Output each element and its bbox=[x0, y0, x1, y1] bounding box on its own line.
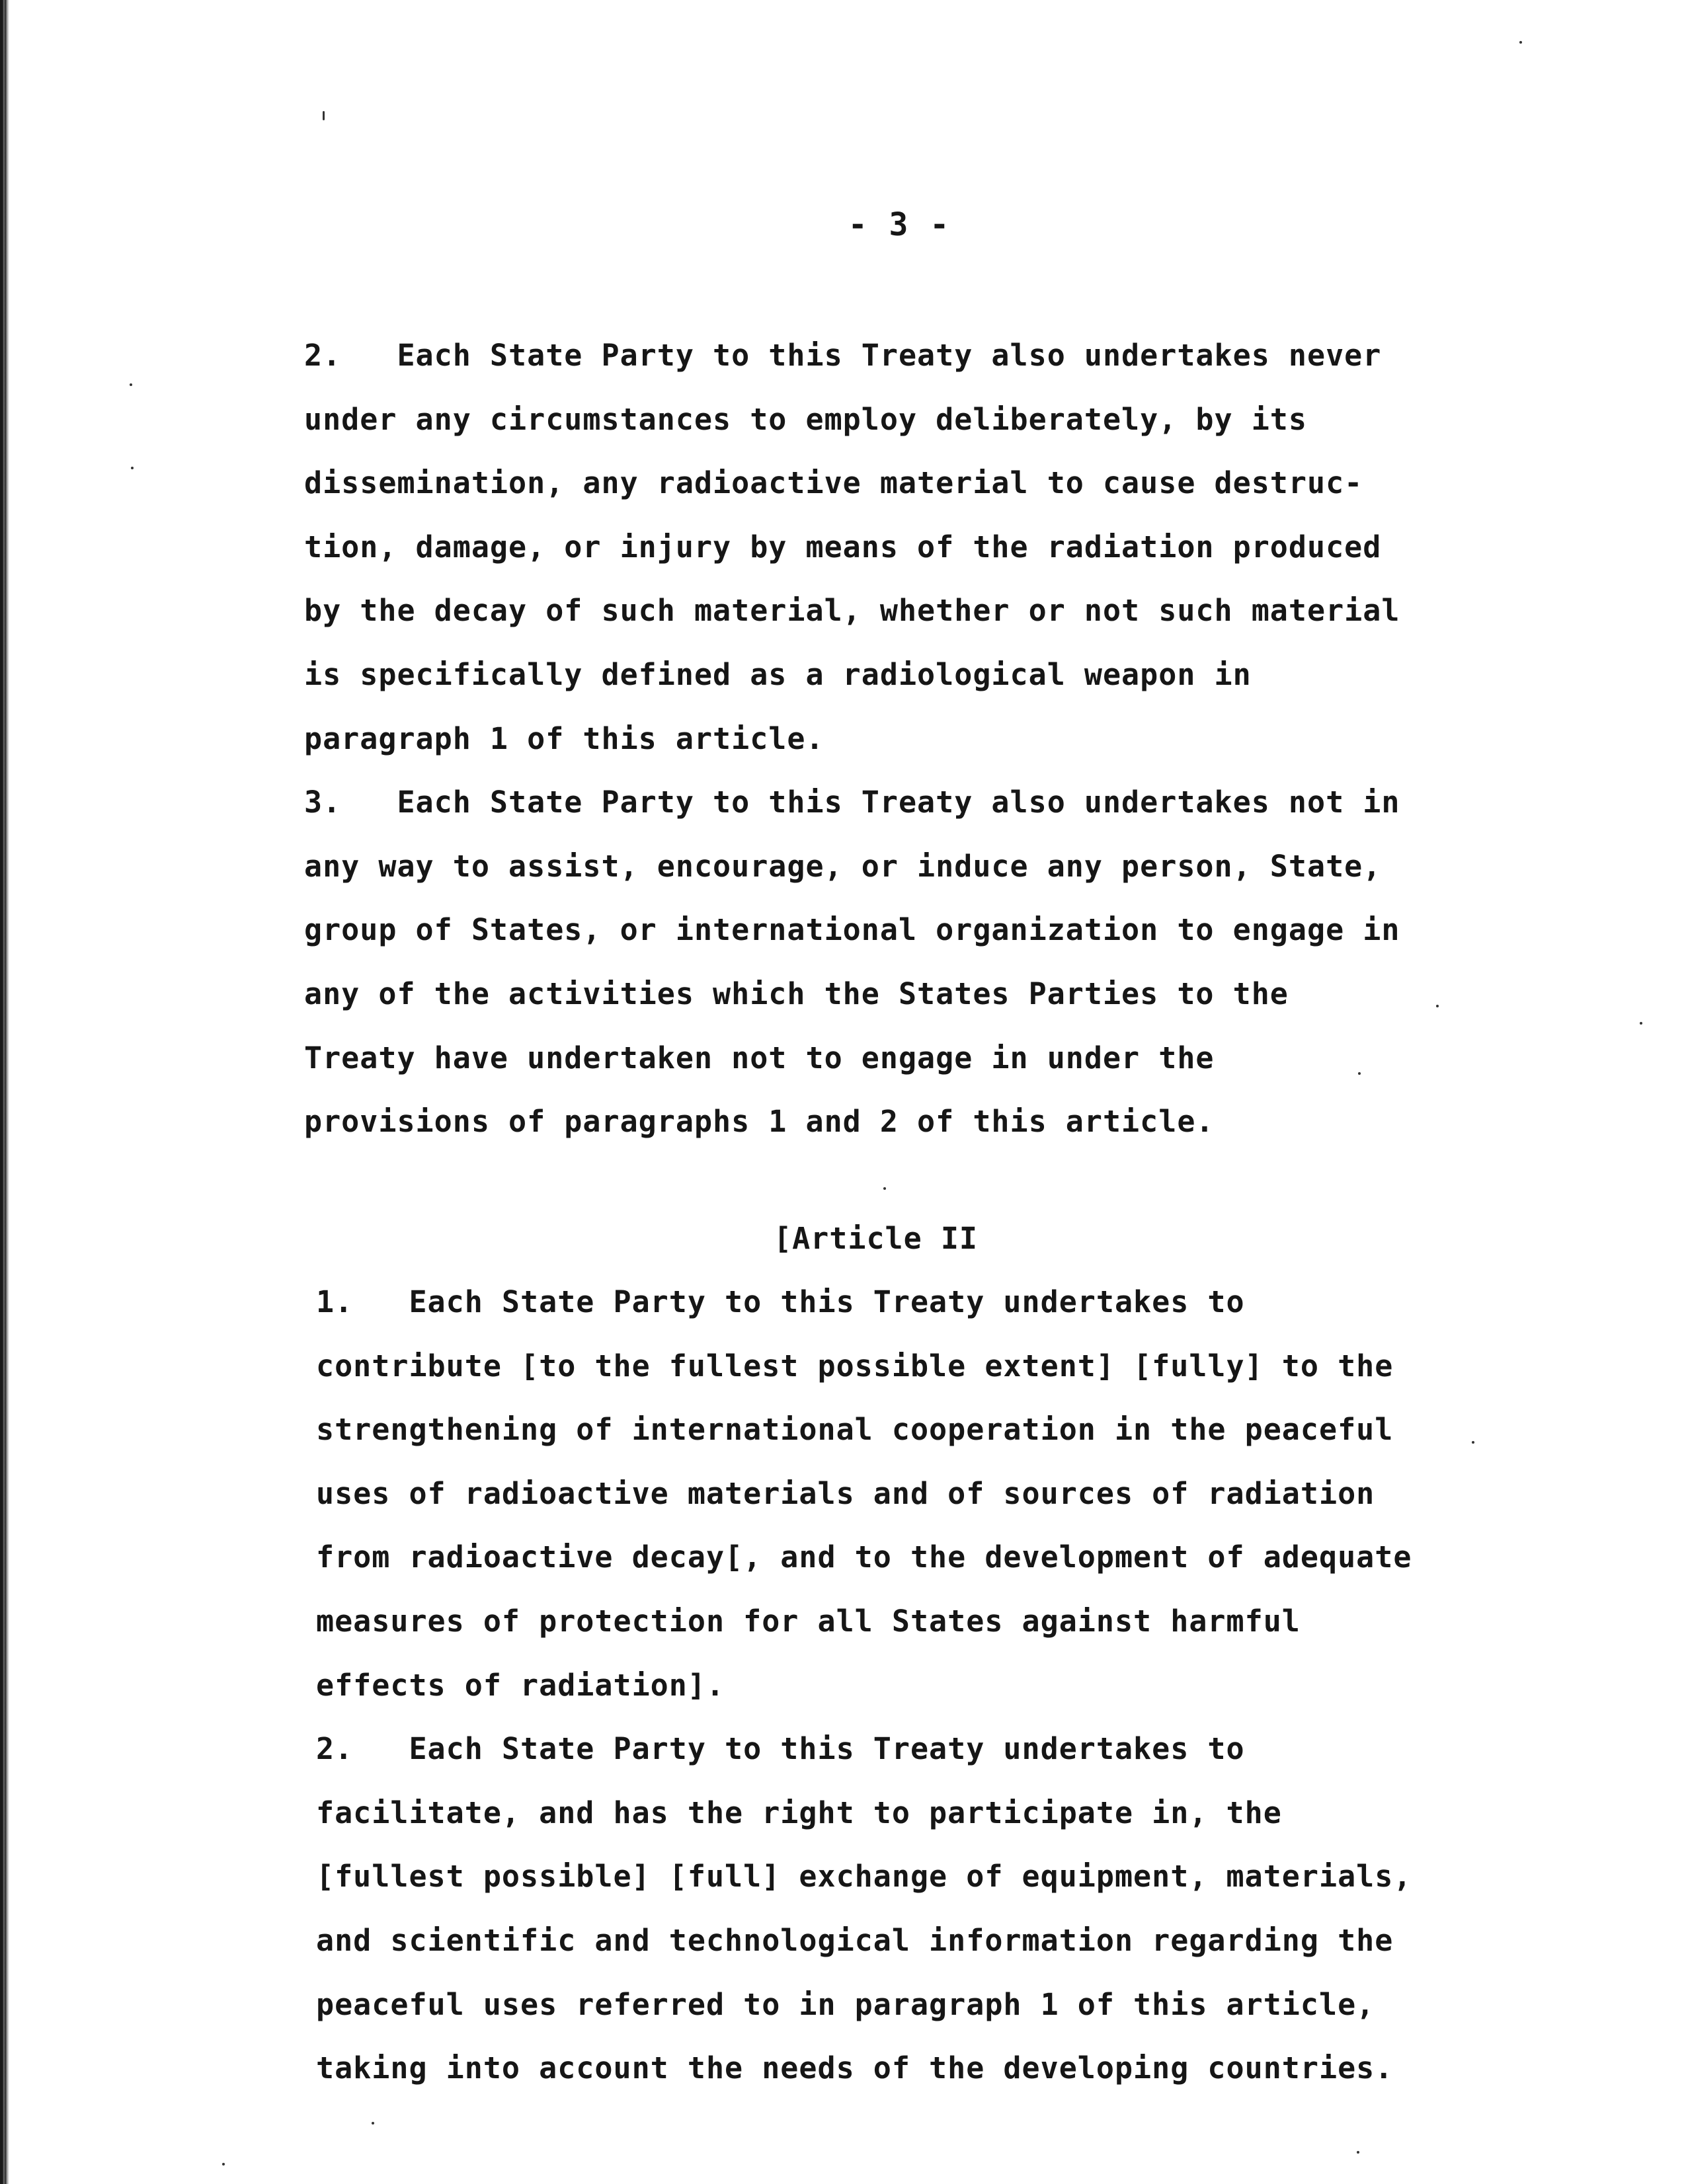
text-line: by the decay of such material, whether or not such material bbox=[304, 593, 1400, 629]
text-line: 2. Each State Party to this Treaty also undertakes never bbox=[304, 338, 1382, 373]
text-line: measures of protection for all States against harmful bbox=[316, 1603, 1301, 1639]
text-line: effects of radiation]. bbox=[316, 1667, 725, 1703]
scan-speck bbox=[130, 383, 132, 386]
scan-speck bbox=[1519, 41, 1522, 44]
scan-speck bbox=[1640, 1022, 1642, 1025]
text-line: provisions of paragraphs 1 and 2 of this article. bbox=[304, 1104, 1215, 1140]
text-line: any way to assist, encourage, or induce any person, State, bbox=[304, 848, 1382, 884]
text-line: 3. Each State Party to this Treaty also undertakes not in bbox=[304, 785, 1400, 820]
page-number: - 3 - bbox=[848, 206, 951, 243]
text-line: and scientific and technological information regarding the bbox=[316, 1922, 1394, 1958]
article-ii-paragraphs bbox=[316, 1270, 1493, 2101]
text-line: Treaty have undertaken not to engage in under the bbox=[304, 1040, 1215, 1075]
scan-speck bbox=[131, 467, 134, 469]
text-line: [fullest possible] [full] exchange of equipment, materials, bbox=[316, 1859, 1412, 1894]
scan-speck bbox=[1472, 1441, 1474, 1444]
text-line: strengthening of international cooperation in the peaceful bbox=[316, 1412, 1394, 1448]
text-line: uses of radioactive materials and of sources of radiation bbox=[316, 1475, 1375, 1511]
scan-speck bbox=[372, 2122, 374, 2125]
text-line: under any circumstances to employ deliberately, by its bbox=[304, 401, 1307, 437]
text-line: dissemination, any radioactive material to cause destruc- bbox=[304, 465, 1363, 501]
text-line: tion, damage, or injury by means of the radiation produced bbox=[304, 529, 1382, 565]
article-i-paragraphs-2-3 bbox=[304, 324, 1481, 1154]
text-line: from radioactive decay[, and to the development of adequate bbox=[316, 1540, 1412, 1575]
text-line: any of the activities which the States Parties to the bbox=[304, 976, 1289, 1011]
article-heading: [Article II bbox=[774, 1221, 979, 1256]
scan-speck bbox=[1357, 2151, 1359, 2154]
text-line: 2. Each State Party to this Treaty undertakes to bbox=[316, 1731, 1245, 1767]
text-line: is specifically defined as a radiological weapon in bbox=[304, 656, 1252, 692]
scan-speck bbox=[883, 1187, 886, 1190]
text-line: paragraph 1 of this article. bbox=[304, 721, 824, 756]
scan-speck bbox=[222, 2163, 225, 2165]
scan-speck bbox=[1436, 1005, 1439, 1007]
text-line: peaceful uses referred to in paragraph 1 of this article, bbox=[316, 1986, 1375, 2022]
text-line: contribute [to the fullest possible extent] [fully] to the bbox=[316, 1348, 1394, 1384]
text-line: group of States, or international organization to engage in bbox=[304, 912, 1400, 948]
scan-speck bbox=[323, 111, 325, 120]
scan-edge bbox=[0, 0, 9, 2184]
text-line: 1. Each State Party to this Treaty undertakes to bbox=[316, 1284, 1245, 1319]
text-line: taking into account the needs of the developing countries. bbox=[316, 2050, 1394, 2086]
text-line: facilitate, and has the right to participate in, the bbox=[316, 1795, 1282, 1830]
scan-speck bbox=[1358, 1072, 1361, 1075]
